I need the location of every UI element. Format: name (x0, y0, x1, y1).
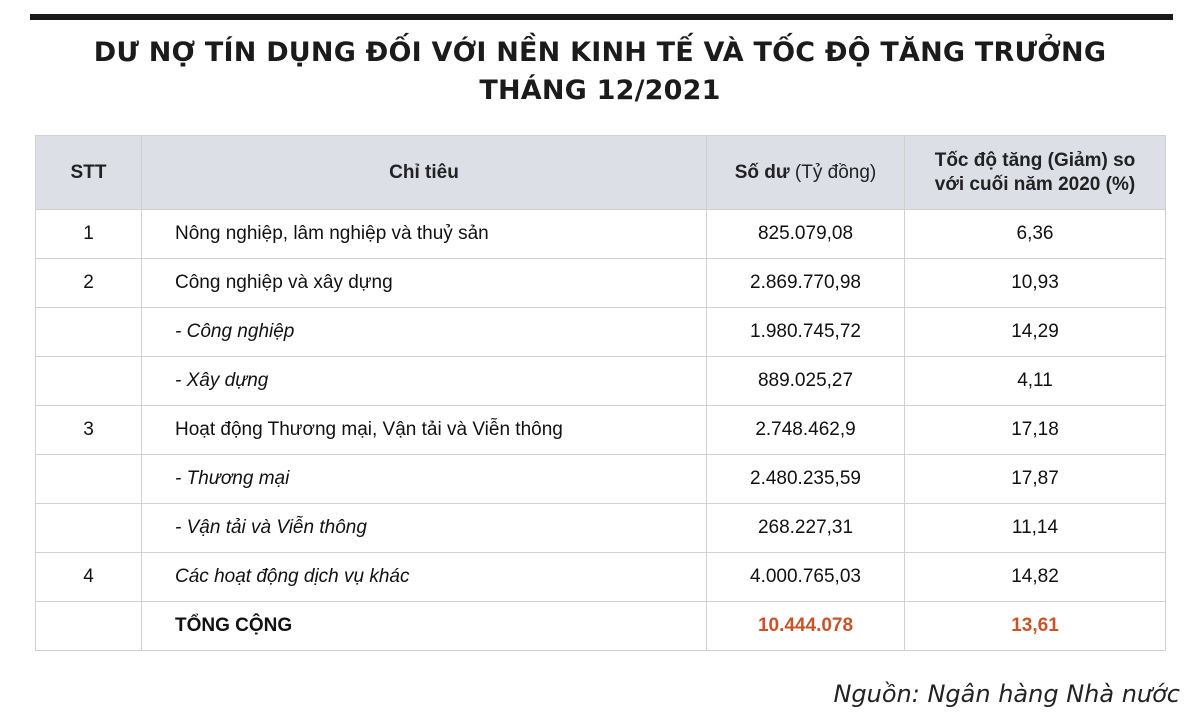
table-row (36, 308, 1166, 357)
row-stt (36, 308, 142, 357)
row-stt (36, 455, 142, 504)
row-value: 4.000.765,03 (707, 553, 905, 602)
row-stt: 4 (36, 553, 142, 602)
row-rate: 4,11 (905, 357, 1166, 406)
row-value: 889.025,27 (707, 357, 905, 406)
row-stt: 3 (36, 406, 142, 455)
header-toc-do-line-2: với cuối năm 2020 (%) (934, 173, 1136, 195)
row-rate: 11,14 (905, 504, 1166, 553)
header-so-du-unit: (Tỷ đồng) (789, 161, 877, 183)
table-row (36, 455, 1166, 504)
source-note: Nguồn: Ngân hàng Nhà nước (833, 680, 1180, 708)
row-rate: 14,29 (905, 308, 1166, 357)
table-row (36, 553, 1166, 602)
header-toc-do-line-1: Tốc độ tăng (Giảm) so (934, 149, 1136, 171)
table-row (36, 210, 1166, 259)
row-rate: 17,87 (905, 455, 1166, 504)
row-label: - Vận tải và Viễn thông (142, 504, 707, 553)
row-value: 2.748.462,9 (707, 406, 905, 455)
row-label: - Thương mại (142, 455, 707, 504)
title-line-1: DƯ NỢ TÍN DỤNG ĐỐI VỚI NỀN KINH TẾ VÀ TỐC ĐỘ TĂNG TRƯỞNG (93, 37, 1107, 68)
title-line-2: THÁNG 12/2021 (479, 75, 721, 106)
row-rate: 17,18 (905, 406, 1166, 455)
row-value: 2.480.235,59 (707, 455, 905, 504)
row-value: 268.227,31 (707, 504, 905, 553)
top-rule (30, 14, 1173, 20)
row-label: Các hoạt động dịch vụ khác (142, 553, 707, 602)
row-label: Công nghiệp và xây dựng (142, 259, 707, 308)
table-row (36, 357, 1166, 406)
row-value: 2.869.770,98 (707, 259, 905, 308)
header-so-du (707, 136, 905, 210)
row-stt (36, 504, 142, 553)
row-label: - Xây dựng (142, 357, 707, 406)
page-title (0, 34, 1200, 110)
total-label: TỔNG CỘNG (142, 602, 707, 651)
table-row (36, 406, 1166, 455)
total-rate: 13,61 (905, 602, 1166, 651)
header-so-du-label: Số dư (734, 161, 790, 183)
row-rate: 14,82 (905, 553, 1166, 602)
row-rate: 10,93 (905, 259, 1166, 308)
header-stt: STT (36, 136, 142, 210)
table-header-row (36, 136, 1166, 210)
row-stt: 2 (36, 259, 142, 308)
header-chi-tieu: Chỉ tiêu (142, 136, 707, 210)
table-row (36, 504, 1166, 553)
credit-table (35, 135, 1166, 651)
row-label: Hoạt động Thương mại, Vận tải và Viễn thông (142, 406, 707, 455)
row-label: - Công nghiệp (142, 308, 707, 357)
header-toc-do (905, 136, 1166, 210)
row-value: 825.079,08 (707, 210, 905, 259)
row-stt (36, 357, 142, 406)
row-label: Nông nghiệp, lâm nghiệp và thuỷ sản (142, 210, 707, 259)
total-stt (36, 602, 142, 651)
row-stt: 1 (36, 210, 142, 259)
row-rate: 6,36 (905, 210, 1166, 259)
table-row (36, 259, 1166, 308)
total-value: 10.444.078 (707, 602, 905, 651)
total-row (36, 602, 1166, 651)
row-value: 1.980.745,72 (707, 308, 905, 357)
